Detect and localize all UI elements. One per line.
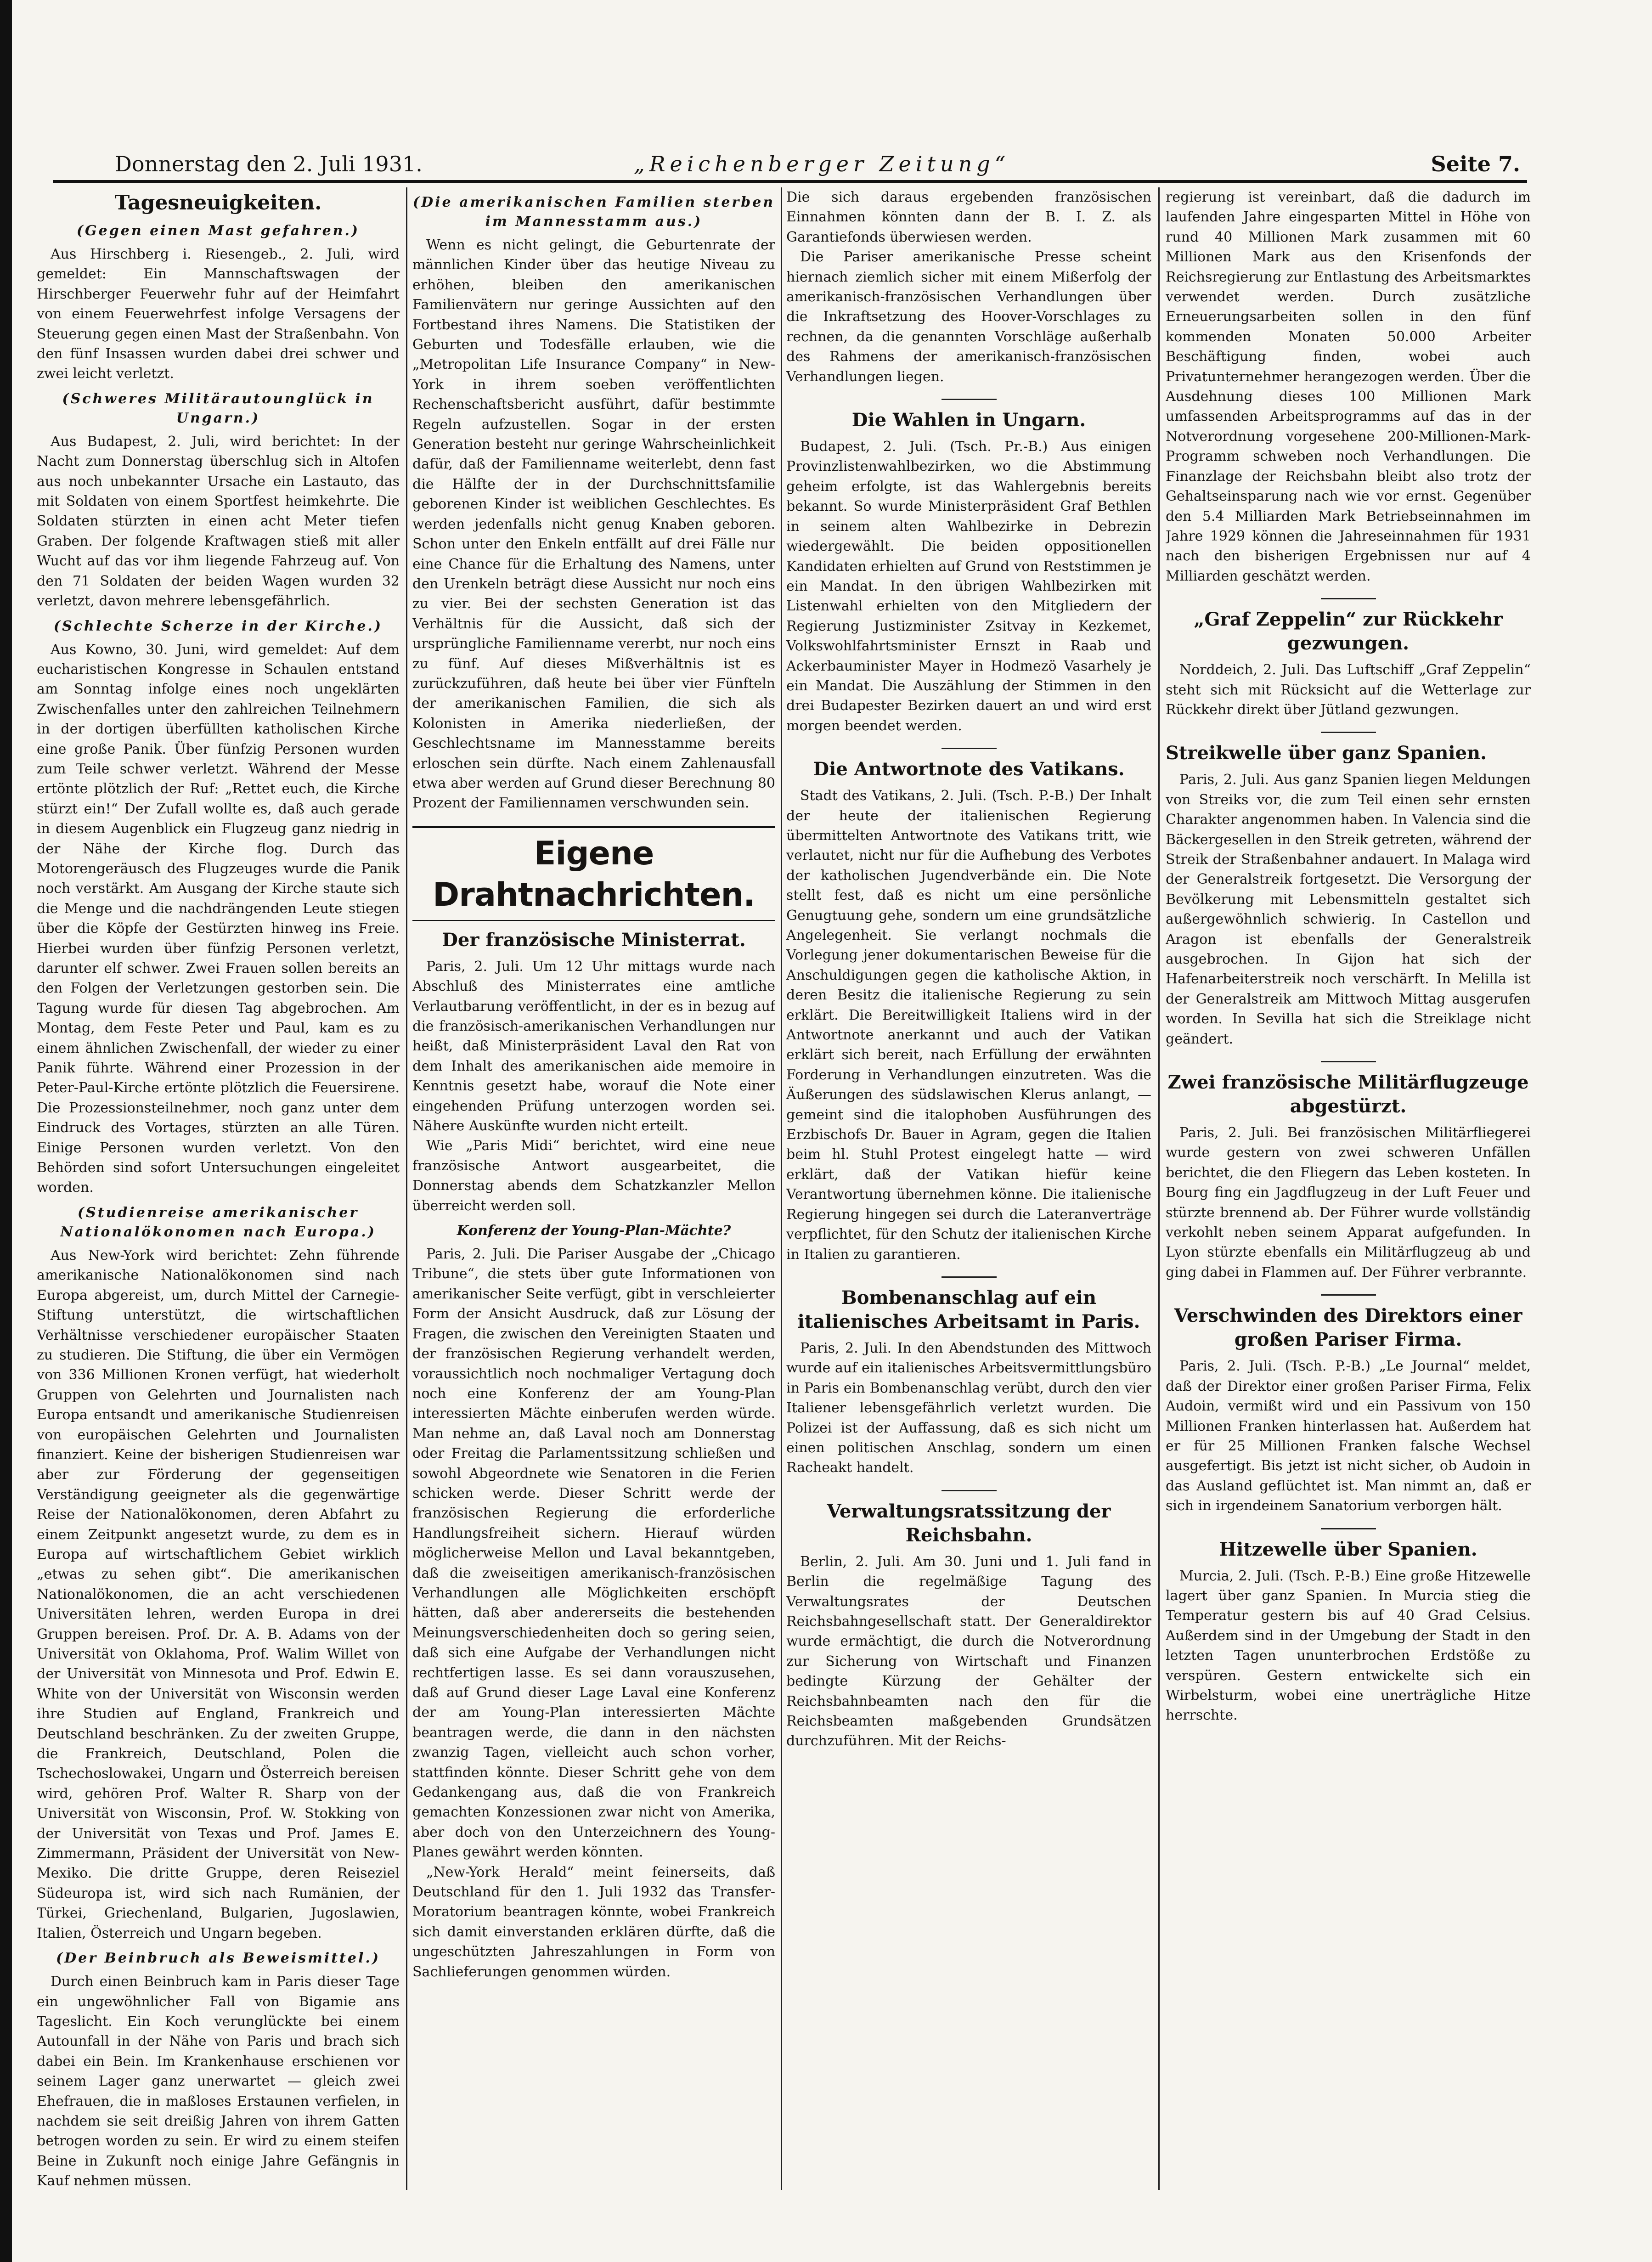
article-title: Bombenanschlag auf ein italienisches Arbeitsamt in Paris. [797, 1286, 1140, 1332]
article-text: Berlin, 2. Juli. Am 30. Juni und 1. Juli fand in Berlin die regelmäßige Tagung des Verwaltungsrates der Deutschen Reichsbahngesellschaft statt. Der Generaldirektor wurde ermächtigt, die durch die Notverordnung zur Sicherung von Wirtschaft und Finanzen bedingte Kürzung der Gehälter der Reichsbahnbeamten nach den für die Reichsbeamten maßgebenden Grundsätzen durchzuführen. Mit der Reichs- [786, 1553, 1151, 1749]
article-text: Aus New-York wird berichtet: Zehn führende amerikanische Nationalökonomen sind nach Europa abgereist, um, durch Mittel der Carnegie-Stiftung unterstützt, die wirtschaftlichen Verhältnisse verschiedener europäischer Staaten zu studieren. Die Stiftung, die über ein Vermögen von 336 Millionen Kronen verfügt, hat wiederholt Gruppen von Gelehrten und Journalisten nach Europa entsandt und amerikanische Studienreisen von europäischen Gelehrten und Journalisten finanziert. Keine der bisherigen Studienreisen war aber zur Förderung der gegenseitigen Verständigung geeigneter als die gegenwärtige Reise der Nationalökonomen, deren Abfahrt zu einem Zeitpunkt angesetzt wurde, zu dem es in Europa auf wirtschaftlichem Gebiet wirklich „etwas zu sehen gibt“. Die amerikanischen Nationalökonomen, die an acht verschiedenen Universitäten lehren, werden Europa in drei Gruppen bereisen. Prof. Dr. A. B. Adams von der Universität von Oklahoma, Prof. Walim Willet von der Universität von Minnesota und Prof. Edwin E. White von der Universität von Wisconsin werden ihre Studien auf England, Frankreich und Deutschland beschränken. Zu der zweiten Gruppe, die Frankreich, Deutschland, Polen die Tschechoslowakei, Ungarn und Österreich bereisen wird, gehören Prof. Walter R. Sharp von der Universität von Wisconsin, Prof. W. Stokking von der Universität von Texas und Prof. James E. Zimmermann, Präsident der Universität von New-Mexiko. Die dritte Gruppe, deren Reiseziel Südeuropa ist, wird sich nach Rumänien, der Türkei, Griechenland, Bulgarien, Jugoslawien, Italien, Österreich und Ungarn begeben. [37, 1247, 400, 1941]
article-title: (Gegen einen Mast gefahren.) [76, 223, 360, 239]
article-text: Wie „Paris Midi“ berichtet, wird eine neue französische Antwort ausgearbeitet, die Donnerstag abends dem Schatzkanzler Mellon überreicht werden soll. [412, 1138, 775, 1214]
article-text: Paris, 2. Juli. In den Abendstunden des Mittwoch wurde auf ein italienisches Arbeitsvermittlungsbüro in Paris ein Bombenanschlag verübt, durch den vier Italiener lebensgefährlich verletzt wurden. Die Polizei ist der Auffassung, daß es sich nicht um einen politischen Anschlag, sondern um einen Racheakt handelt. [786, 1340, 1151, 1476]
article-separator [1321, 1528, 1376, 1529]
article-separator [1321, 1061, 1376, 1062]
header-rule [53, 180, 1527, 183]
article-text: Murcia, 2. Juli. (Tsch. P.-B.) Eine große Hitzewelle lagert über ganz Spanien. In Murcia stieg die Temperatur gestern bis auf 40 Grad Celsius. Außerdem sind in der Umgebung der Stadt in den letzten Tagen ununterbrochen Erdstöße zu verspüren. Gestern entwickelte sich ein Wirbelsturm, wobei eine unerträgliche Hitze herrschte. [1166, 1568, 1531, 1724]
article-text: Durch einen Beinbruch kam in Paris dieser Tage ein ungewöhnlicher Fall von Bigamie ans Tageslicht. Ein Koch verunglückte bei einem Autounfall in der Nähe von Paris und brach sich dabei ein Bein. Im Krankenhause erschienen vor seinem Lager ganz unerwartet — gleich zwei Ehefrauen, die in maßloses Erstaunen verfielen, in nachdem sie seit dreißig Jahren von ihrem Gatten betrogen worden zu sein. Er wird zu einem steifen Beine in Zukunft noch einige Jahre Gefängnis in Kauf nehmen müssen. [37, 1974, 400, 2189]
article-text: Paris, 2. Juli. Bei französischen Militärfliegerei wurde gestern von zwei schweren Unfällen berichtet, die den Fliegern das Leben kosteten. In Bourg fing ein Jagdflugzeug in der Luft Feuer und stürzte brennend ab. Der Führer wurde vollständig verkohlt neben seinem Apparat aufgefunden. In Lyon stürzte ebenfalls ein Militärflugzeug ab und ging dabei in Flammen auf. Der Führer verbrannte. [1166, 1125, 1531, 1280]
article-title: Zwei französische Militärflugzeuge abgestürzt. [1167, 1072, 1529, 1117]
article-title: (Studienreise amerikanischer Nationalökonomen nach Europa.) [60, 1204, 376, 1240]
column-divider [406, 187, 407, 2190]
column-divider [781, 187, 782, 2190]
column-2 [412, 187, 775, 2190]
newspaper-title: „Reichenberger Zeitung“ [634, 152, 1010, 176]
article-text: „New-York Herald“ meint feinerseits, daß Deutschland für den 1. Juli 1932 das Transfer-Moratorium beantragen könnte, wobei Frankreich sich damit einverstanden erklären dürfte, daß die ungeschützten Jahreszahlungen in Form von Sachlieferungen genommen würden. [412, 1864, 775, 1980]
article-title: (Schweres Militärautounglück in Ungarn.) [62, 390, 374, 426]
article-text: Paris, 2. Juli. Die Pariser Ausgabe der „Chicago Tribune“, die stets über gute Informationen von amerikanischer Seite verfügt, gibt in verschleierter Form der Ansicht Ausdruck, daß zur Lösung der Fragen, die zwischen den Vereinigten Staaten und der französischen Regierung verhandelt werden, voraussichtlich noch nochmaliger Vertagung doch noch eine Konferenz der am Young-Plan interessierten Mächte einberufen werden würde. Man nehme an, daß Laval noch am Donnerstag oder Freitag die Parlamentssitzung schließen und sowohl Abgeordnete wie Senatoren in die Ferien schicken werde. Dieser Schritt werde der französischen Regierung die erforderliche Handlungsfreiheit sichern. Hierauf würden möglicherweise Mellon und Laval bekanntgeben, daß die zweiseitigen amerikanisch-französischen Verhandlungen alle Möglichkeiten erschöpft hätten, daß aber andererseits die bestehenden Meinungsverschiedenheiten doch so gering seien, daß sich eine Aufgabe der Verhandlungen nicht rechtfertigen lasse. Es sei dann vorauszusehen, daß auf Grund dieser Lage Laval eine Konferenz der am Young-Plan interessierten Mächte beantragen werde, die dann in den nächsten zwanzig Tagen, vielleicht auch schon vorher, stattfinden könnte. Dieser Schritt gehe von dem Gedankengang aus, daß die von Frankreich gemachten Konzessionen zwar nicht von Amerika, aber doch von den Unterzeichnern des Young-Planes gewährt werden könnten. [412, 1246, 775, 1861]
section-banner: Eigene Drahtnachrichten. [412, 826, 775, 921]
article-title: Streikwelle über ganz Spanien. [1166, 742, 1487, 764]
article-text: Aus Kowno, 30. Juni, wird gemeldet: Auf dem eucharistischen Kongresse in Schaulen entstand am Sonntag infolge eines noch ungeklärten Zwischenfalles unter den zahlreichen Teilnehmern in der dortigen überfüllten katholischen Kirche eine große Panik. Über fünfzig Personen wurden zum Teile schwer verletzt. Während der Messe ertönte plötzlich der Ruf: „Rettet euch, die Kirche stürzt ein!“ Der Zufall wollte es, daß auch gerade in diesem Augenblick ein Flugzeug ganz niedrig in der Nähe der Kirche flog. Durch das Motorengeräusch des Flugzeuges wurde die Panik noch verstärkt. Am Ausgang der Kirche staute sich die Menge und die nachdrängenden Leute stiegen über die Köpfe der Gestürzten hinweg ins Freie. Hierbei wurden über fünfzig Personen verletzt, darunter elf schwer. Zwei Frauen sollen bereits an den Folgen der Verletzungen gestorben sein. Die Tagung wurde für diesen Tag abgebrochen. Am Montag, dem Feste Peter und Paul, kam es zu einem ähnlichen Zwischenfall, der wieder zu einer Panik führte. Während einer Prozession in der Peter-Paul-Kirche ertönte plötzlich die Feuersirene. Die Prozessionsteilnehmer, noch ganz unter dem Eindruck des Vortages, stürzten an alle Türen. Einige Personen wurden verletzt. Von den Behörden sind sofort Untersuchungen eingeleitet worden. [37, 641, 400, 1196]
article-title: (Der Beinbruch als Beweismittel.) [56, 1950, 381, 1967]
article-separator [942, 399, 997, 400]
article-separator [1321, 598, 1376, 599]
article-title: Verwaltungsratssitzung der Reichsbahn. [827, 1500, 1111, 1546]
article-separator [1321, 732, 1376, 733]
article-title: Verschwinden des Direktors einer großen Pariser Firma. [1174, 1305, 1522, 1351]
article-text: regierung ist vereinbart, daß die dadurch im laufenden Jahre eingesparten Mittel in Höhe von rund 40 Millionen Mark zusammen mit 60 Millionen Mark aus den Krisenfonds der Reichsregierung zur Entlastung des Arbeitsmarktes verwendet werden. Durch zusätzliche Erneuerungsarbeiten sollen in den fünf kommenden Monaten 50.000 Arbeiter Beschäftigung finden, wobei auch Privatunternehmer herangezogen werden. Über die Ausdehnung dieses 100 Millionen Mark umfassenden Arbeitsprogramms auf das in der Notverordnung vorgesehene 200-Millionen-Mark-Programm schweben noch Verhandlungen. Die Finanzlage der Reichsbahn bleibt also trotz der Gehaltseinsparung nach wie vor ernst. Gegenüber den 5.4 Milliarden Mark Betriebseinnahmen im Jahre 1929 können die Jahreseinnahmen für 1931 nach den bisherigen Ergebnissen nur auf 4 Milliarden geschätzt werden. [1166, 189, 1531, 584]
article-separator [1321, 1294, 1376, 1296]
article-text: Aus Budapest, 2. Juli, wird berichtet: In der Nacht zum Donnerstag überschlug sich in Altofen aus noch unbekannter Ursache ein Lastauto, das mit Soldaten von einem Sportfest heimkehrte. Die Soldaten stürzten in einen acht Meter tiefen Graben. Der folgende Kraftwagen stieß mit aller Wucht auf das vor ihm liegende Fahrzeug auf. Von den 71 Soldaten der beiden Wagen wurden 32 verletzt, davon mehrere lebensgefährlich. [37, 433, 400, 609]
article-title: Hitzewelle über Spanien. [1219, 1538, 1477, 1560]
header-date: Donnerstag den 2. Juli 1931. [115, 152, 423, 176]
article-text: Paris, 2. Juli. (Tsch. P.-B.) „Le Journal“ meldet, daß der Direktor einer großen Pariser Firma, Felix Audoin, vermißt wird und ein Passivum von 150 Millionen Franken hinterlassen hat. Außerdem hat er für 25 Millionen Franken falsche Wechsel ausgefertigt. Bis jetzt ist nicht sicher, ob Audoin in das Ausland geflüchtet ist. Man nimmt an, daß er sich in irgendeinem Sanatorium verborgen hält. [1166, 1358, 1531, 1514]
article-title: Die Wahlen in Ungarn. [851, 409, 1086, 431]
article-title: Die Antwortnote des Vatikans. [813, 758, 1125, 780]
article-separator [942, 748, 997, 749]
column-3 [786, 187, 1151, 2190]
scan-edge [0, 0, 12, 2262]
article-title: Der französische Ministerrat. [442, 929, 746, 951]
article-text: Paris, 2. Juli. Aus ganz Spanien liegen Meldungen von Streiks vor, die zum Teil einen sehr ernsten Charakter angenommen haben. In Valencia sind die Bäckergesellen in den Streik getreten, während der Streik der Straßenbahner andauert. In Malaga wird der Generalstreik fortgesetzt. Die Versorgung der Bevölkerung mit Lebensmitteln gestaltet sich außergewöhnlich schwierig. In Castellon und Aragon ist ebenfalls der Generalstreik ausgebrochen. In Gijon hat sich der Hafenarbeiterstreik noch verschärft. In Melilla ist der Generalstreik am Mittwoch Mittag ausgerufen worden. In Sevilla hat sich die Streiklage nicht geändert. [1166, 772, 1531, 1047]
column-1 [37, 187, 400, 2190]
page-number: Seite 7. [1431, 152, 1520, 176]
article-text: Die Pariser amerikanische Presse scheint hiernach ziemlich sicher mit einem Mißerfolg der amerikanisch-französischen Verhandlungen über die Inkraftsetzung des Hoover-Vorschlages zu rechnen, da die genannten Vorschläge außerhalb des Rahmens der amerikanisch-französischen Verhandlungen liegen. [786, 249, 1151, 385]
article-text: Paris, 2. Juli. Um 12 Uhr mittags wurde nach Abschluß des Ministerrates eine amtliche Verlautbarung veröffentlicht, in der es in bezug auf die französisch-amerikanischen Verhandlungen nur heißt, daß Ministerpräsident Laval den Rat von dem Inhalt des amerikanischen aide memoire in Kenntnis gesetzt habe, worauf die Note einer eingehenden Prüfung unterzogen worden sei. Nähere Auskünfte wurden nicht erteilt. [412, 958, 775, 1134]
column-4 [1166, 187, 1531, 2190]
article-separator [942, 1276, 997, 1278]
article-text: Aus Hirschberg i. Riesengeb., 2. Juli, wird gemeldet: Ein Mannschaftswagen der Hirschberger Feuerwehr fuhr auf der Heimfahrt von einem Feuerwehrfest infolge Versagens der Steuerung gegen einen Mast der Straßenbahn. Von den fünf Insassen wurden dabei drei schwer und zwei leicht verletzt. [37, 246, 400, 382]
section-heading: Tagesneuigkeiten. [114, 191, 322, 214]
column-divider [1158, 187, 1160, 2190]
page-header [115, 147, 1520, 184]
article-text: Budapest, 2. Juli. (Tsch. Pr.-B.) Aus einigen Provinzlistenwahlbezirken, wo die Abstimmung geheim erfolgte, ist das Wahlergebnis bereits bekannt. So wurde Ministerpräsident Graf Bethlen in seinem alten Wahlbezirke in Debrezin wiedergewählt. Die beiden oppositionellen Kandidaten erhielten auf Grund von Reststimmen je ein Mandat. In den übrigen Wahlbezirken mit Listenwahl erhielten von den Mitgliedern der Regierung Justizminister Zsitvay in Kezkemet, Volkswohlfahrtsminister Ernszt in Raab und Ackerbauminister Mayer in Hodmezö Vasarhely je ein Mandat. Die Auszählung der Stimmen in den drei Budapester Bezirken dauert an und wird erst morgen beendet werden. [786, 439, 1151, 734]
article-separator [942, 1490, 997, 1491]
article-text: Wenn es nicht gelingt, die Geburtenrate der männlichen Kinder über das heutige Niveau zu erhöhen, bleiben den amerikanischen Familienvätern nur geringe Aussichten auf den Fortbestand ihres Namens. Die Statistiken der Geburten und Todesfälle erlauben, wie die „Metropolitan Life Insurance Company“ in New-York in ihrem soeben veröffentlichten Rechenschaftsbericht ausführt, dafür bestimmte Regeln aufzustellen. Sogar in der ersten Generation besteht nur geringe Wahrscheinlichkeit dafür, daß der Familienname weiterlebt, denn fast die Hälfte der in der Durchschnittsfamilie geborenen Kinder ist weiblichen Geschlechtes. Es werden jedenfalls nicht genug Knaben geboren. Schon unter den Enkeln entfällt auf drei Fälle nur eine Chance für die Erhaltung des Namens, unter den Urenkeln beträgt diese Aussicht nur noch eins zu vier. Bei der sechsten Generation ist das Verhältnis für die Aussicht, daß sich der ursprüngliche Familienname vererbt, nur noch eins zu fünf. Auf dieses Mißverhältnis ist es zurückzuführen, daß heute bei über vier Fünfteln der amerikanischen Familien, die sich als Kolonisten in Amerika niederließen, der Geschlechtsname im Mannesstamme bereits erloschen sein dürfte. Nach einem Zahlenausfall etwa aber werden auf Grund dieser Berechnung 80 Prozent der Familiennamen verschwunden sein. [412, 237, 775, 812]
article-title: (Schlechte Scherze in der Kirche.) [53, 618, 383, 634]
article-text: Stadt des Vatikans, 2. Juli. (Tsch. P.-B.) Der Inhalt der heute der italienischen Regierung übermittelten Antwortnote des Vatikans tritt, wie verlautet, nicht nur für die Aufhebung des Verbotes der katholischen Jugendverbände ein. Die Note stellt fest, daß es nicht um eine persönliche Genugtuung gehe, sondern um eine grundsätzliche Angelegenheit. Sie verlangt nochmals die Vorlegung jener dokumentarischen Beweise für die Anschuldigungen gegen die katholische Aktion, in deren Besitz die italienische Regierung zu sein erklärt. Die Bereitwilligkeit Italiens wird in der Antwortnote anerkannt und auch der Vatikan erklärt sich bereit, nach Erfüllung der erwähnten Forderung in Verhandlungen einzutreten. Was die Äußerungen des südslawischen Klerus anlangt, — gemeint sind die italophoben Ausführungen des Erzbischofs Dr. Bauer in Agram, gegen die Italien beim hl. Stuhl Protest eingelegt hatte — wird erklärt, daß der Vatikan hiefür keine Verantwortung übernehmen könne. Die italienische Regierung hingegen sei durch die Lateranverträge verpflichtet, für den Schutz der italienischen Kirche in Italien zu garantieren. [786, 788, 1151, 1263]
article-title: „Graf Zeppelin“ zur Rückkehr gezwungen. [1194, 609, 1503, 654]
article-text: Die sich daraus ergebenden französischen Einnahmen könnten dann der B. I. Z. als Garantiefonds überwiesen werden. [786, 189, 1151, 245]
article-title: Konferenz der Young-Plan-Mächte? [457, 1223, 731, 1239]
article-text: Norddeich, 2. Juli. Das Luftschiff „Graf Zeppelin“ steht sich mit Rücksicht auf die Wetterlage zur Rückkehr direkt über Jütland gezwungen. [1166, 662, 1531, 718]
article-title: (Die amerikanischen Familien sterben im Mannesstamm aus.) [412, 194, 775, 230]
